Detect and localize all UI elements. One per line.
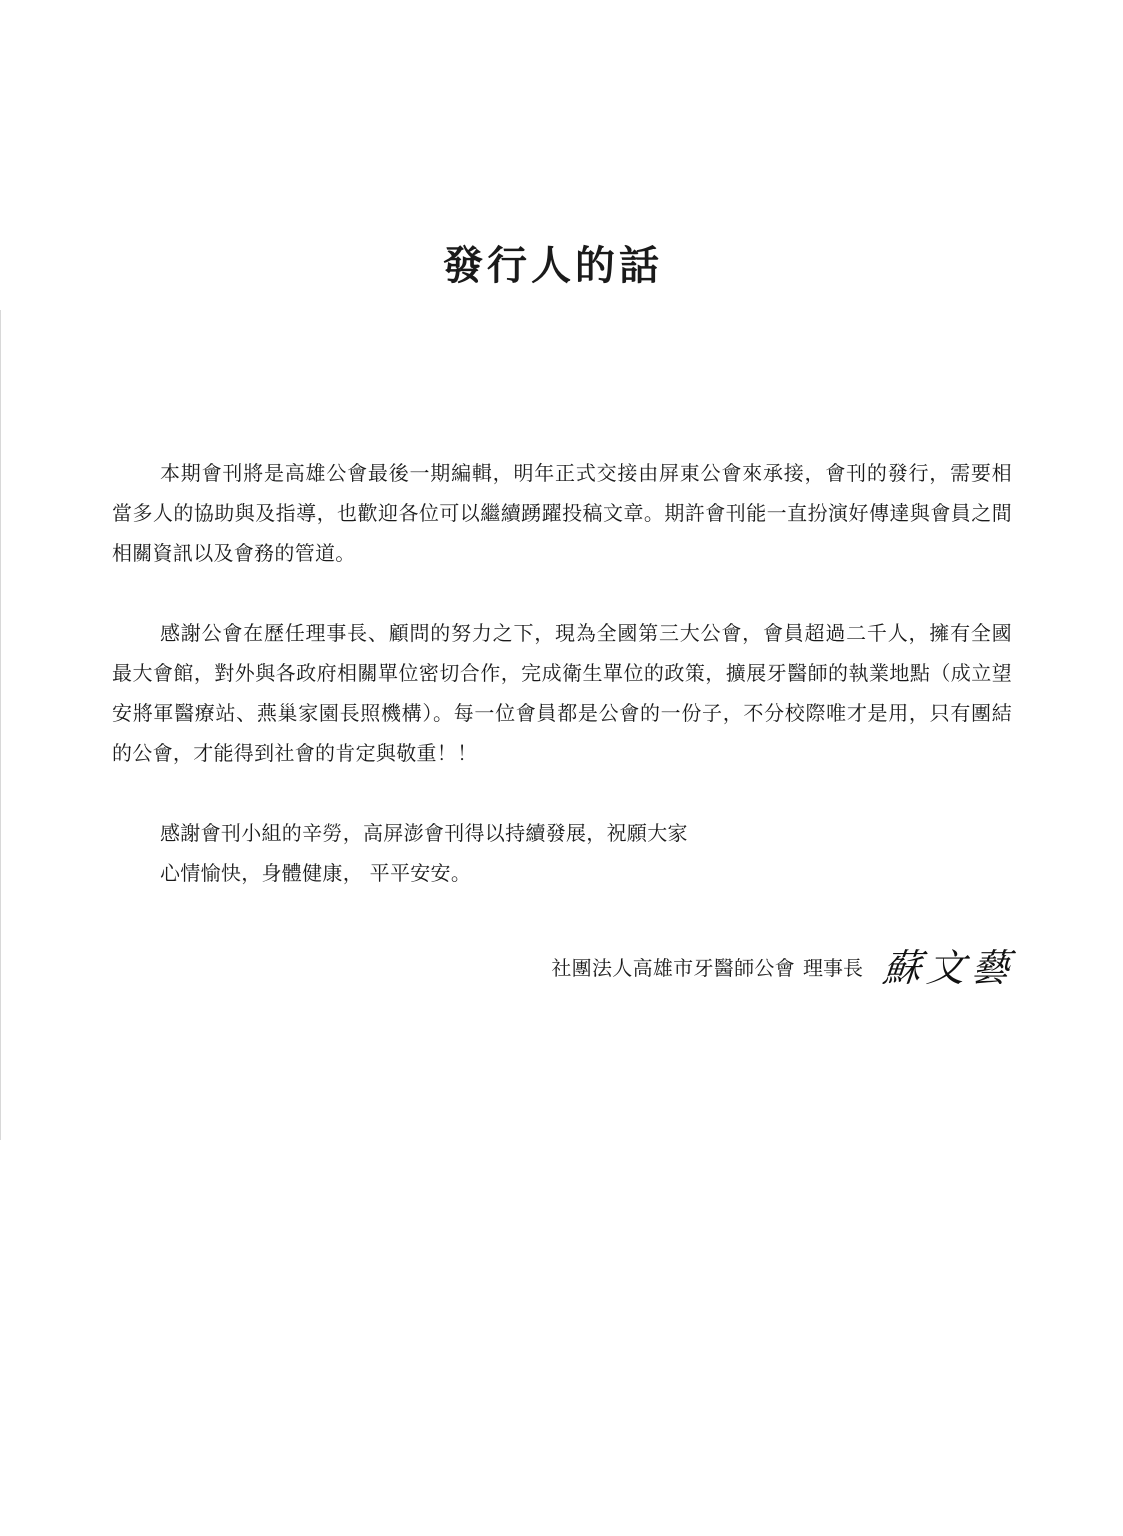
signature-block: [551, 940, 1018, 996]
organization-name: 社團法人高雄市牙醫師公會: [551, 956, 795, 980]
closing-line-2: 心情愉快，身體健康， 平平安安。: [160, 861, 472, 885]
page-title: 發行人的話: [443, 243, 663, 289]
page-edge-line: [0, 310, 1, 1140]
signer-role: 理事長: [802, 956, 863, 980]
closing-line-1: 感謝會刊小組的辛勞，高屏澎會刊得以持續發展，祝願大家: [160, 821, 688, 845]
paragraph-1: 本期會刊將是高雄公會最後一期編輯，明年正式交接由屏東公會來承接，會刊的發行，需要相當多人的協助與及指導，也歡迎各位可以繼續踴躍投稿文章。期許會刊能一直扮演好傳達與會員之間相關資訊以及會務的管道。: [112, 461, 1012, 565]
handwritten-signature: 蘇文藝: [880, 946, 1018, 990]
letter-body: [112, 453, 1012, 893]
paragraph-2: 感謝公會在歷任理事長、顧問的努力之下，現為全國第三大公會，會員超過二千人，擁有全國最大會館，對外與各政府相關單位密切合作，完成衛生單位的政策，擴展牙醫師的執業地點（成立望安將軍醫療站、燕巢家園長照機構）。每一位會員都是公會的一份子，不分校際唯才是用，只有團結的公會，才能得到社會的肯定與敬重！！: [112, 621, 1012, 765]
closing-paragraph: [112, 813, 1012, 893]
